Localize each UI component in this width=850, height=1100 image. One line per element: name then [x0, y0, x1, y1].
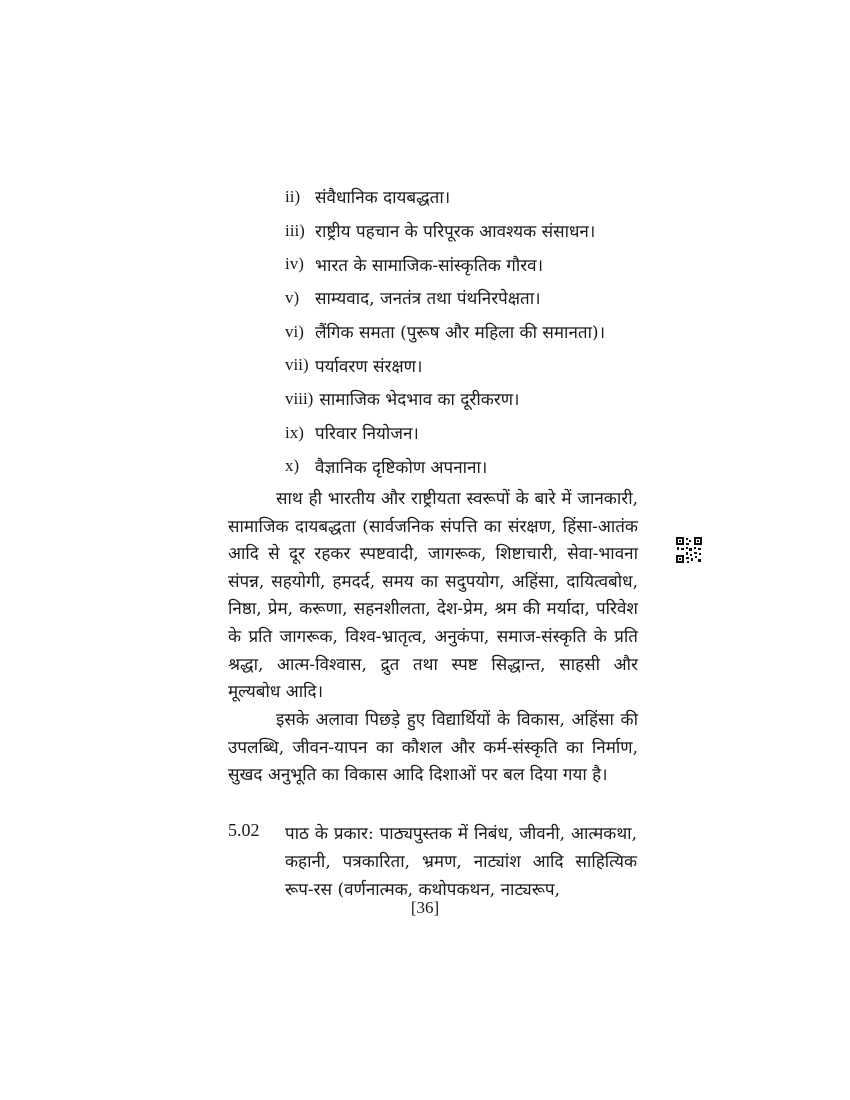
list-item-text: राष्ट्रीय पहचान के परिपूरक आवश्यक संसाधन। — [315, 222, 596, 243]
list-item-number: iii) — [285, 220, 305, 240]
list-item-number: iv) — [285, 254, 304, 274]
section-number: 5.02 — [228, 820, 260, 840]
list-item-text: सामाजिक भेदभाव का दूरीकरण। — [319, 390, 520, 411]
list-item — [285, 281, 665, 315]
objectives-list — [285, 180, 665, 483]
list-item-number: vii) — [285, 355, 309, 375]
list-item-number: ii) — [285, 186, 301, 206]
section-text: पाठ के प्रकार: पाठ्यपुस्तक में निबंध, जीवनी, आत्मकथा, कहानी, पत्रकारिता, भ्रमण, नाट्यांश आदि साहित्यिक रूप-रस (वर्णनात्मक, कथोपकथन, नाट्यरूप, — [285, 824, 637, 900]
values-paragraph: साथ ही भारतीय और राष्ट्रीयता स्वरूपों के बारे में जानकारी, सामाजिक दायबद्धता (सार्वजनिक संपत्ति का संरक्षण, हिंसा-आतंक आदि से दूर रहकर स्पष्टवादी, जागरूक, शिष्टाचारी, सेवा-भावना संपन्न, सहयोगी, हमदर्द, समय का सदुपयोग, अहिंसा, दायित्वबोध, निष्ठा, प्रेम, करूणा, सहनशीलता, देश-प्रेम, श्रम की मर्यादा, परिवेश के प्रति जागरूक, विश्व-भ्रातृत्व, अनुकंपा, समाज-संस्कृति के प्रति श्रद्धा, आत्म-विश्वास, द्रुत तथा स्पष्ट सिद्धान्त, साहसी और मूल्यबोध आदि। — [228, 489, 638, 703]
list-item-text: परिवार नियोजन। — [315, 424, 419, 445]
development-paragraph: इसके अलावा पिछड़े हुए विद्यार्थियों के विकास, अहिंसा की उपलब्धि, जीवन-यापन का कौशल और कर्म-संस्कृति का निर्माण, सुखद अनुभूति का विकास आदि दिशाओं पर बल दिया गया है। — [228, 710, 638, 786]
list-item — [285, 315, 665, 349]
list-item-number: v) — [285, 287, 300, 307]
list-item — [285, 180, 665, 214]
list-item-text: वैज्ञानिक दृष्टिकोण अपनाना। — [315, 457, 488, 478]
list-item — [285, 214, 665, 248]
list-item-text: साम्यवाद, जनतंत्र तथा पंथनिरपेक्षता। — [315, 289, 541, 310]
list-item — [285, 382, 665, 416]
list-item-number: vi) — [285, 321, 304, 341]
list-item-text: संवैधानिक दायबद्धता। — [315, 188, 451, 209]
list-item — [285, 348, 665, 382]
list-item-text: पर्यावरण संरक्षण। — [315, 356, 423, 377]
list-item-text: लैंगिक समता (पुरूष और महिला की समानता)। — [315, 323, 606, 344]
page-number: [36] — [410, 898, 440, 917]
list-item-number: viii) — [285, 388, 314, 408]
list-item — [285, 247, 665, 281]
list-item-number: x) — [285, 456, 300, 476]
list-item — [285, 450, 665, 484]
qr-code-icon — [676, 537, 702, 563]
list-item — [285, 416, 665, 450]
list-item-number: ix) — [285, 422, 304, 442]
list-item-text: भारत के सामाजिक-सांस्कृतिक गौरव। — [315, 255, 544, 276]
